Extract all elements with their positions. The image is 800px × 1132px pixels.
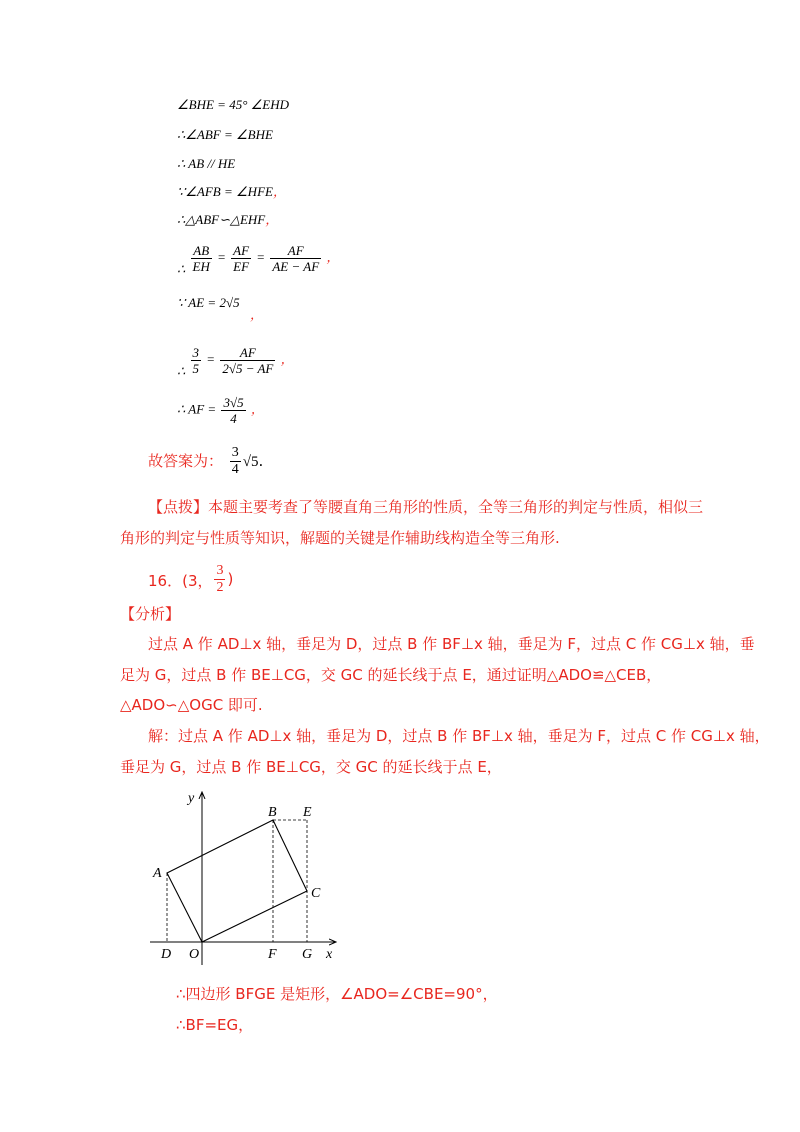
fraction-af-2root5 xyxy=(220,345,275,376)
fraction-3-5 xyxy=(191,345,202,376)
frac-numerator: AF xyxy=(270,243,321,259)
frac-denominator: EF xyxy=(233,259,250,274)
step-6-comma: ， xyxy=(326,249,340,265)
q16-fraction xyxy=(214,563,225,596)
equals-sign: = xyxy=(217,249,226,265)
step-6-therefore: ∴ xyxy=(177,261,186,277)
answer-period: . xyxy=(258,452,264,470)
frac-numerator: AF xyxy=(220,345,275,361)
analysis-line-2: 足为 G，过点 B 作 BE⊥CG，交 GC 的延长线于点 E，通过证明△ADO≌△CEB， xyxy=(120,666,662,684)
step-line-3: ∴ AB // HE xyxy=(177,156,236,171)
frac-denominator: AE − AF xyxy=(272,259,320,274)
label-c: C xyxy=(311,886,321,901)
label-e: E xyxy=(303,805,312,820)
frac-numerator: 3 xyxy=(216,563,224,578)
answer-root: √5 xyxy=(242,454,259,470)
coordinate-figure xyxy=(140,785,350,970)
q16-close: ) xyxy=(227,570,234,588)
step-5-comma: ， xyxy=(265,212,279,227)
equals-sign: = xyxy=(206,351,216,367)
label-f: F xyxy=(268,947,277,962)
step-line-7: ∵ AE = 2√5 xyxy=(177,295,240,310)
answer-fraction xyxy=(230,445,241,478)
step-4-text: ∵∠AFB = ∠HFE xyxy=(177,184,273,199)
equals-sign: = xyxy=(256,249,266,265)
step-9-text: ∴ AF = xyxy=(177,401,217,417)
step-line-4 xyxy=(177,185,286,198)
hint-line-1: 【点拨】本题主要考查了等腰直角三角形的性质，全等三角形的判定与性质，相似三 xyxy=(148,498,704,516)
step-line-6 xyxy=(177,243,339,275)
fraction-af-ef xyxy=(231,243,251,274)
analysis-line-1: 过点 A 作 AD⊥x 轴，垂足为 D，过点 B 作 BF⊥x 轴，垂足为 F，过点 C 作 CG⊥x 轴，垂 xyxy=(148,635,755,653)
analysis-title: 【分析】 xyxy=(120,605,181,623)
label-b: B xyxy=(268,805,277,820)
step-5-text: ∴△ABF∽△EHF xyxy=(177,212,266,227)
frac-denominator: 2√5 − AF xyxy=(222,361,274,376)
fraction-af-ae-af xyxy=(270,243,321,274)
analysis-line-3: △ADO∽△OGC 即可. xyxy=(120,696,263,714)
rectangle-oabc xyxy=(167,820,307,942)
fraction-ab-eh xyxy=(191,243,212,274)
conclusion-line-1: ∴四边形 BFGE 是矩形，∠ADO=∠CBE=90°， xyxy=(176,985,498,1003)
label-d: D xyxy=(161,947,172,962)
label-a: A xyxy=(153,866,162,881)
step-8-therefore: ∴ xyxy=(177,363,186,379)
label-y: y xyxy=(188,791,195,806)
frac-denominator: 4 xyxy=(230,411,237,426)
frac-numerator: 3 xyxy=(192,345,200,360)
frac-numerator: 3√5 xyxy=(223,395,244,410)
question-16-answer xyxy=(148,563,233,596)
label-g: G xyxy=(302,947,313,962)
frac-numerator: 3 xyxy=(231,445,239,460)
frac-denominator: 5 xyxy=(192,361,200,376)
hint-line-2: 角形的判定与性质等知识，解题的关键是作辅助线构造全等三角形. xyxy=(120,529,560,547)
fraction-3root5-4 xyxy=(221,395,245,426)
step-line-1: ∠BHE = 45° ∠EHD xyxy=(177,97,290,112)
conclusion-line-2: ∴BF=EG， xyxy=(176,1016,254,1034)
step-4-comma: ， xyxy=(272,184,286,199)
step-7-comma: ， xyxy=(250,307,264,322)
solution-line-1: 解：过点 A 作 AD⊥x 轴，垂足为 D，过点 B 作 BF⊥x 轴，垂足为 F，过点 C 作 CG⊥x 轴， xyxy=(148,727,770,745)
frac-numerator: AF xyxy=(233,243,250,258)
frac-numerator: AB xyxy=(191,243,212,259)
q16-label: 16．(3， xyxy=(148,572,213,590)
solution-line-2: 垂足为 G，过点 B 作 BE⊥CG，交 GC 的延长线于点 E， xyxy=(120,758,502,776)
label-x: x xyxy=(326,947,333,962)
frac-denominator: 2 xyxy=(216,580,224,595)
step-line-2: ∴∠ABF = ∠BHE xyxy=(177,127,273,142)
answer-line xyxy=(148,445,263,478)
step-line-9 xyxy=(177,395,264,426)
step-9-comma: ， xyxy=(250,401,264,417)
label-o: O xyxy=(189,947,200,962)
step-line-5 xyxy=(177,213,278,226)
step-line-8 xyxy=(177,345,294,377)
step-8-comma: ， xyxy=(280,351,294,367)
frac-denominator: EH xyxy=(192,259,210,274)
answer-label: 故答案为： xyxy=(148,452,224,470)
frac-denominator: 4 xyxy=(231,462,239,477)
